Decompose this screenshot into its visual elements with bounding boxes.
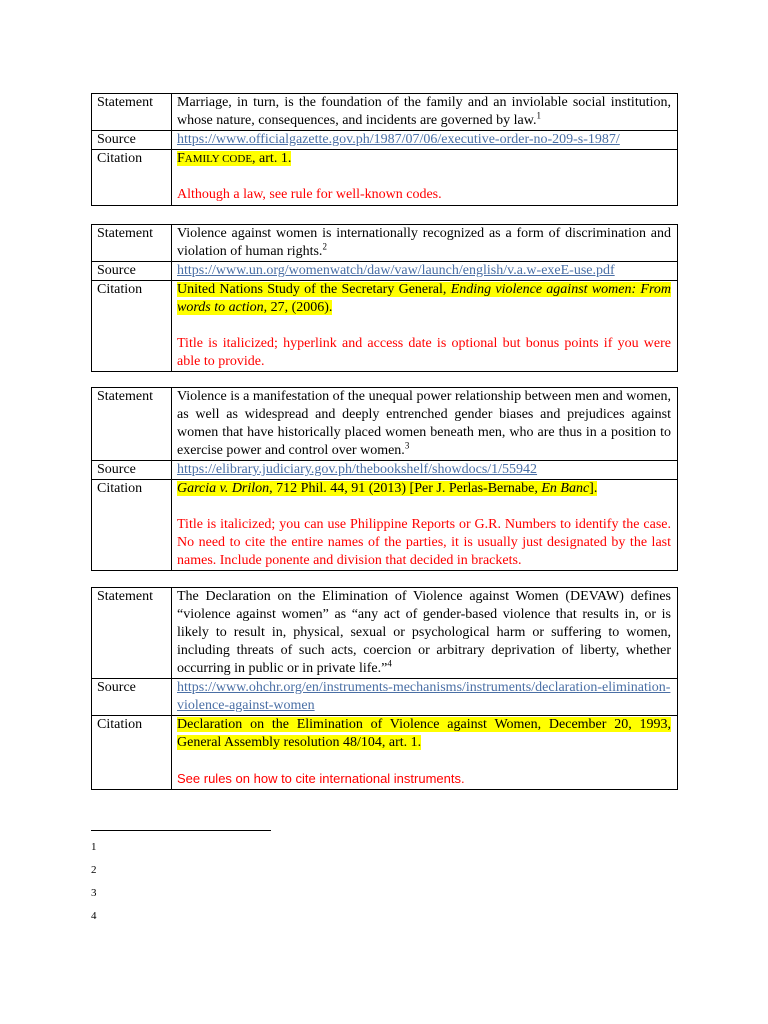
source-row — [92, 461, 678, 480]
source-link[interactable]: https://www.ohchr.org/en/instruments-mechanisms/instruments/declaration-elimination-violence-against-women — [177, 680, 671, 713]
source-row — [92, 131, 678, 150]
citation-table-4 — [91, 587, 678, 790]
citation-note: Although a law, see rule for well-known codes. — [177, 187, 442, 202]
source-row — [92, 679, 678, 716]
source-cell — [172, 131, 678, 150]
citation-row — [92, 480, 678, 571]
footnote-3: 3 — [91, 887, 97, 899]
footnote-separator — [91, 830, 271, 831]
citation-text: Declaration on the Elimination of Violence against Women, December 20, 1993, General Assembly resolution 48/104, art. 1. — [177, 717, 671, 750]
statement-label: Statement — [92, 388, 172, 461]
footnote-ref[interactable]: 2 — [322, 241, 327, 252]
statement-row — [92, 225, 678, 262]
citation-label: Citation — [92, 480, 172, 571]
citation-table-1 — [91, 93, 678, 206]
citation-label: Citation — [92, 716, 172, 790]
citation-cell — [172, 281, 678, 372]
source-link[interactable]: https://www.un.org/womenwatch/daw/vaw/launch/english/v.a.w-exeE-use.pdf — [177, 263, 615, 278]
statement-label: Statement — [92, 588, 172, 679]
statement-text: The Declaration on the Elimination of Violence against Women (DEVAW) defines “violence against women” as “any act of gender-based violence that results in, or is likely to result in, physical, sexual or psychological harm or suffering to women, including threats of such acts, coercion or arbitrary deprivation of liberty, whether occurring in public or in private life.”$^4$ — [172, 588, 678, 679]
citation-table-2 — [91, 224, 678, 372]
statement-row — [92, 388, 678, 461]
statement-text: Marriage, in turn, is the foundation of the family and an inviolable social institution, whose nature, consequences, and incidents are governed by law.$^1$ — [172, 94, 678, 131]
footnote-ref[interactable]: 4 — [387, 658, 392, 669]
source-cell — [172, 262, 678, 281]
source-label: Source — [92, 461, 172, 480]
citation-cell — [172, 716, 678, 790]
source-cell — [172, 461, 678, 480]
footnote-2: 2 — [91, 864, 97, 876]
footnote-ref[interactable]: 3 — [404, 440, 410, 451]
citation-label: Citation — [92, 150, 172, 206]
citation-text: FAMILY CODE, art. 1. — [177, 151, 292, 166]
citation-row — [92, 150, 678, 206]
citation-text: United Nations Study of the Secretary General, Ending violence against women: From words to action, 27, (2006). — [177, 282, 672, 315]
citation-note: Title is italicized; you can use Philippine Reports or G.R. Numbers to identify the case. No need to cite the entire names of the parties, it is usually just designated by the last names. Include ponente and division that decided in brackets. — [177, 517, 671, 568]
citation-table-3 — [91, 387, 678, 571]
statement-row — [92, 94, 678, 131]
citation-text: Garcia v. Drilon, 712 Phil. 44, 91 (2013) [Per J. Perlas-Bernabe, En Banc]. — [177, 481, 598, 496]
source-link[interactable]: https://www.officialgazette.gov.ph/1987/07/06/executive-order-no-209-s-1987/ — [177, 132, 620, 147]
citation-note: See rules on how to cite international instruments. — [177, 771, 465, 786]
source-label: Source — [92, 131, 172, 150]
source-link[interactable]: https://elibrary.judiciary.gov.ph/thebookshelf/showdocs/1/55942 — [177, 462, 538, 477]
statement-text: Violence is a manifestation of the unequal power relationship between men and women, as well as widespread and deeply entrenched gender biases and prejudices against women that have historically placed women beneath men, who are thus in a position to exercise power and control over women.$^3$ — [172, 388, 678, 461]
statement-row — [92, 588, 678, 679]
source-row — [92, 262, 678, 281]
citation-note: Title is italicized; hyperlink and access date is optional but bonus points if you were able to provide. — [177, 336, 671, 369]
citation-label: Citation — [92, 281, 172, 372]
source-cell — [172, 679, 678, 716]
citation-cell — [172, 480, 678, 571]
source-label: Source — [92, 679, 172, 716]
statement-text: Violence against women is internationally recognized as a form of discrimination and violation of human rights.$^2$ — [172, 225, 678, 262]
statement-label: Statement — [92, 225, 172, 262]
footnote-4: 4 — [91, 910, 97, 922]
citation-row — [92, 716, 678, 790]
statement-label: Statement — [92, 94, 172, 131]
source-label: Source — [92, 262, 172, 281]
footnote-1: 1 — [91, 841, 97, 853]
citation-row — [92, 281, 678, 372]
citation-cell — [172, 150, 678, 206]
footnote-ref[interactable]: 1 — [536, 110, 541, 121]
